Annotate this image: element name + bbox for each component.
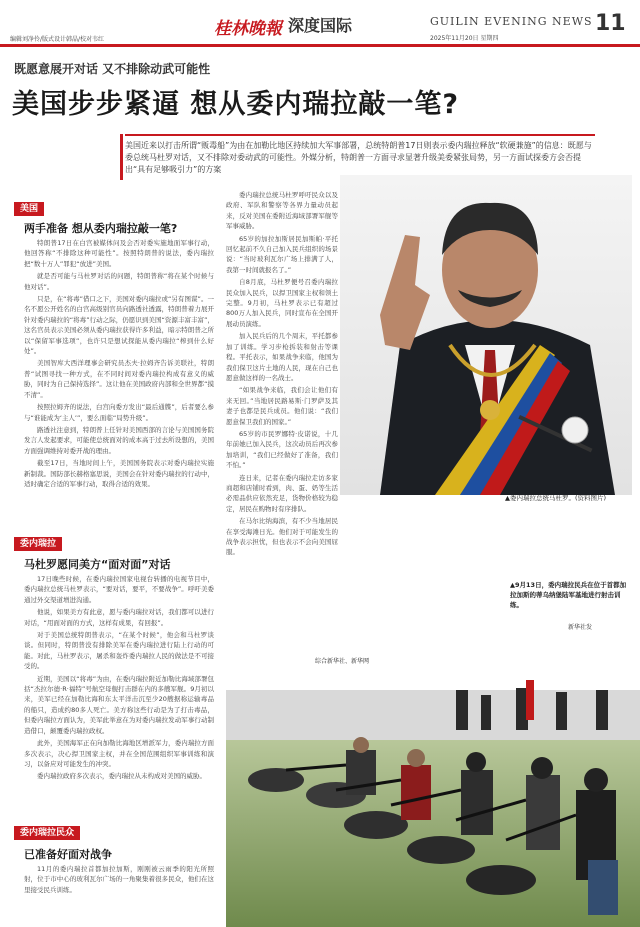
page-number: 11	[595, 11, 626, 36]
masthead	[0, 0, 640, 44]
paragraph: 按照拉姆齐的说法，白宫向委方发出“最后通牒”，后者要么参与“谁能成为‘主人’”，要么面临“局势升级”。	[24, 403, 214, 422]
paragraph: 65岁的加拉加斯居民加斯帕·平托回忆起前不久自己加入民兵组织的场景说：“当时玻利瓦尔广场上排满了人，我第一时间就报名了。”	[226, 234, 338, 274]
paragraph: “如果战争来临，我们会让他们有来无回。”当地居民路易斯·门罗萨及其妻子也都是民兵成员。他们说：“我们愿意保卫我们的国家。”	[226, 386, 338, 426]
paragraph: 11月的委内瑞拉首都加拉加斯，刚刚被云雨季的阳光所照射，位于市中心的玻利瓦尔广场的一角聚集着很多民众，他们在这里接受民兵训练。	[24, 865, 214, 894]
article-column-1	[24, 238, 214, 528]
paragraph: 只是，在“将毒”借口之下，美国对委内瑞拉或“另有图谋”。一名不愿公开姓名的白宫高级别官员向路透社透露，特朗普着力展开针对委内瑞拉的“将毒”行动之际，仍愿识到美国“资源丰富丰富”，这名官员表示美国必须从委内瑞拉获得许多利益，暗示特朗普之所以“保留军事选项”，也许只是想试探能从委内瑞拉“榨到什么好处”。	[24, 295, 214, 356]
paragraph: 委内瑞拉总统马杜罗呼吁民众以及政府、军队和警察等各界力量动员起来，反对美国在委附近海域部署军舰等军事威胁。	[226, 191, 338, 231]
paragraph: 委内瑞拉政府多次表示，委内瑞拉从未构成对美国的威胁。	[37, 772, 206, 781]
kicker: 既愿意展开对话 又不排除动武可能性	[14, 62, 211, 76]
section-subhead-venezuela: 马杜罗愿同美方“面对面”对话	[24, 558, 171, 571]
paragraph: 特朗普17日在白宫被媒体问及会否对委实施地面军事行动，他回答称“不排除这种可能性”。按照特朗普的说法，委内瑞拉把“数十万人”罪犯“放进”美国。	[24, 239, 214, 268]
article-column-3	[226, 190, 338, 645]
photo-credit-composite: 综合新华社、新华网	[315, 658, 370, 665]
section-tag-usa: 美国	[14, 202, 44, 216]
paragraph: 近期，美国以“将毒”为由，在委内瑞拉附近加勒比海域部署包括“杰拉尔德·R·福特”号航空母舰打击群在内的多艘军舰。9月初以来，美军已经在加勒比海和东太平洋击沉至少20艘据称运输毒品的船只，造成约80多人死亡。美方称这些行动是为了打击毒品，但委内瑞拉方面认为，美军此举意在为对委内瑞拉发动军事行动制造借口，颠覆委内瑞拉政权。	[24, 674, 214, 735]
headline: 美国步步紧逼 想从委内瑞拉敲一笔?	[12, 89, 460, 120]
section-subhead-usa: 两手准备 想从委内瑞拉敲一笔?	[24, 222, 178, 235]
article-column-2b	[24, 864, 214, 924]
paragraph: 就是否可能与马杜罗对话的问题，特朗普称“将在某个时候与他对话”。	[24, 272, 214, 291]
issue-date: 2025年11月20日 星期四	[430, 35, 499, 42]
paragraph: 此外，美国海军正在向加勒比海地区增派军力，委内瑞拉方面多次表示，决心捍卫国家主权，并在全国范围组织军事训练和演习，以备应对可能发生的冲突。	[24, 739, 214, 768]
english-title: GUILIN EVENING NEWS	[430, 15, 593, 28]
photo-credit-xinhua: 新华社发	[568, 624, 593, 631]
section-title: 深度国际	[288, 16, 353, 35]
paragraph: 截至17日，当地时间上午，美国国务院表示对委内瑞拉实施新制裁。国防部长赫格塞思说，美国会在针对委内瑞拉的行动中，适时确定合适的军事行动，取得合适的效果。	[24, 459, 214, 488]
staff-credits: 编辑刘净伶/版式设计韩晶/校对韦红	[10, 36, 105, 43]
newspaper-logo: 桂林晚報	[214, 19, 282, 39]
paragraph: 路透社注意到，特朗普上任针对美国西部的言论与美国国务院发言人发起要求，可能使总统面对的成本高于过去所设想的，美国方面强调维持对委开战的理由。	[24, 425, 214, 455]
lead-paragraph: 美国近来以打击所谓“贩毒船”为由在加勒比地区持续加大军事部署，总统特朗普17日则表示委内瑞拉释放“软硬兼施”的信息：既愿与委总统马杜罗对话，又不排除对委动武的可能性。外媒分析，特朗普一方面寻求显著升级美委紧张局势，另一方面试探委方会否提出“具有足够吸引力”的方案	[125, 134, 595, 176]
paragraph: 他说，如果美方有此意，愿与委内瑞拉对话，我们都可以进行对话，“用面对面的方式，这样有成果，有回报”。	[24, 608, 214, 627]
paragraph: 对于美国总统特朗普表示，“在某个时候”，他会和马杜罗谈谈。但同时，特朗普没有排除美军在委内瑞拉进行陆上行动的可能。对此，马杜罗表示，屠杀和轰炸委内瑞拉人民的做法是不可接受的。	[24, 631, 214, 671]
maduro-photo	[340, 175, 632, 495]
section-tag-venezuela: 委内瑞拉	[14, 537, 62, 551]
militia-training-photo	[226, 650, 640, 927]
section-subhead-venezuelan-people: 已准备好面对战争	[24, 848, 112, 861]
paragraph: 在马尔比纳海滨，有不少当地居民在享受海滩日光。他们对于可能发生的战争表示担忧，但也表示不会向美国屈服。	[226, 517, 338, 557]
article-column-2	[24, 574, 214, 824]
paragraph: 65岁的市民罗娜特·皮诺说，十几年前她已加入民兵，这次动员后再次参加培训，“我们已经做好了准备，我们不怕。”	[226, 429, 338, 470]
lead-bar	[120, 134, 123, 180]
paragraph: 加入民兵后的几个周末，平托都参加了训练。学习步枪拆装和射击等课程。平托表示，如果战争来临，他国为我们保卫这片土地的人民，现在自己也愿意做这样的一名战士。	[226, 332, 338, 382]
paragraph: 17日晚些时候，在委内瑞拉国家电视台转播的电视节目中，委内瑞拉总统马杜罗表示，“要对话，要平，不要战争”。呼吁美委通过外交渠道增进沟通。	[24, 575, 214, 604]
masthead-rule	[0, 44, 640, 47]
section-tag-venezuelan-people: 委内瑞拉民众	[14, 826, 80, 840]
paragraph: 连日来，记者在委内瑞拉走访多家商超和店铺时看到，肉、蛋、奶等生活必需品供应依然充足，货物价格较为稳定，居民在购物时有序排队。	[226, 473, 338, 513]
paragraph: 美国智库大西洋理事会研究员杰夫·拉姆齐告诉美联社，特朗普“试图寻找一种方式，在不同时间对委内瑞拉构成有意义的威胁，同时为自己保持选择”。这让他在美国政府内部和全世界都“摸不清”。	[24, 359, 214, 399]
paragraph: 自8月底，马杜罗便号召委内瑞拉民众加入民兵，以捍卫国家主权和领土完整。9月初，马杜罗表示已有超过800万人加入民兵，同时宣布在全国开展动员演练。	[226, 278, 338, 328]
militia-photo-caption: ▲9月13日，委内瑞拉民兵在位于首都加拉加斯的蒂乌纳堡陆军基地进行射击训练。	[510, 581, 627, 609]
maduro-photo-caption: ▲委内瑞拉总统马杜罗。(资料图片)	[505, 494, 607, 502]
